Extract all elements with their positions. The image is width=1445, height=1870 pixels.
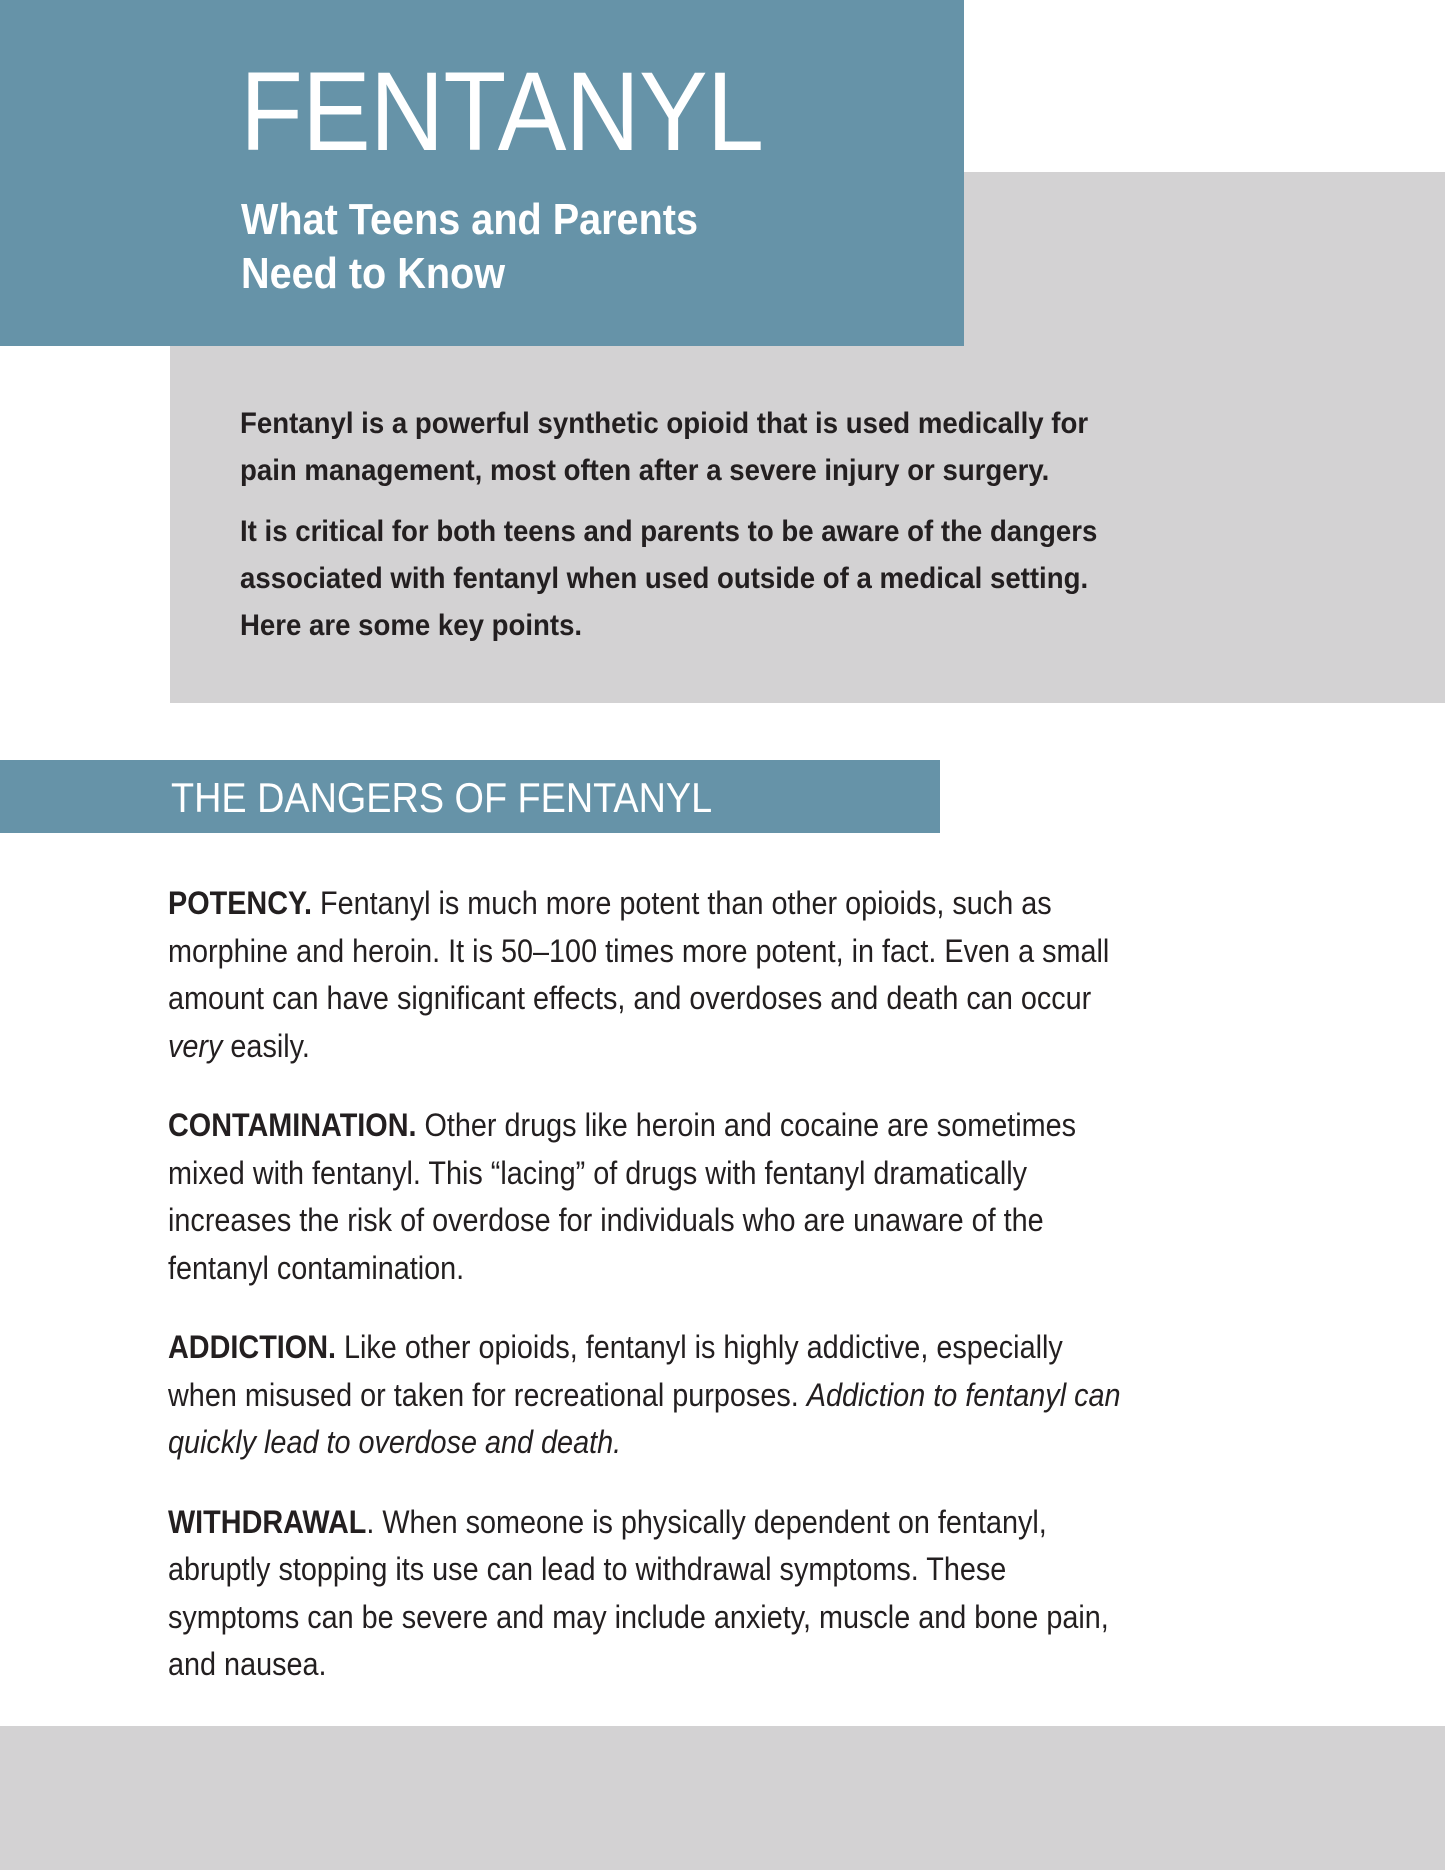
intro-paragraph-1: Fentanyl is a powerful synthetic opioid that is used medically for pain management, most often after a severe injury or surgery. [240,407,1089,487]
danger-item-addiction [168,1324,1302,1467]
section-title: THE DANGERS OF FENTANYL [171,774,713,821]
subtitle-line-1: What Teens and Parents [241,195,698,244]
title-block [0,0,964,346]
section-header-banner [0,760,940,833]
page-subtitle [241,193,698,301]
danger-emphasis: very [168,1027,223,1064]
dangers-list [168,880,1308,1721]
danger-text-end: easily. [222,1027,310,1064]
danger-text: Fentanyl is much more potent than other opioids, such as morphine and heroin. It is 50–100 times more potent, in fact. Even a small amount can have significant effects, and overdoses and death can occur [168,885,1110,1016]
subtitle-line-2: Need to Know [241,249,505,298]
danger-label: CONTAMINATION. [168,1107,417,1143]
danger-text: Other drugs like heroin and cocaine are sometimes mixed with fentanyl. This “lacing” of drugs with fentanyl dramatically increases the risk of overdose for individuals who are unaware of the fentanyl contamination. [168,1107,1077,1286]
danger-item-potency [168,880,1302,1070]
danger-label: WITHDRAWAL [168,1503,367,1540]
danger-emphasis: Addiction to fentanyl can quickly lead to overdose and death. [168,1376,1121,1460]
danger-text: . When someone is physically dependent on fentanyl, abruptly stopping its use can lead to withdrawal symptoms. These symptoms can be severe and may include anxiety, muscle and bone pain, and nausea. [168,1503,1109,1682]
intro-paragraph-2: It is critical for both teens and parents to be aware of the dangers associated with fentanyl when used outside of a medical setting. Here are some key points. [240,515,1098,642]
danger-label: POTENCY. [168,885,313,921]
danger-item-contamination [168,1102,1302,1292]
page-title: FENTANYL [240,49,764,174]
intro-text [240,400,1300,663]
danger-text: Like other opioids, fentanyl is highly addictive, especially when misused or taken for recreational purposes. [168,1329,1063,1413]
footer-band [0,1726,1445,1870]
danger-item-withdrawal [168,1499,1302,1689]
danger-label: ADDICTION. [168,1329,336,1365]
